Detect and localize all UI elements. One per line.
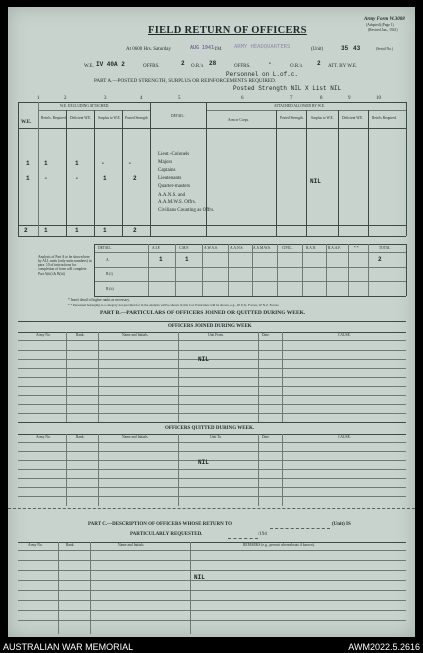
cell-value: 1 xyxy=(44,160,48,167)
analysis-value: 2 xyxy=(378,256,382,263)
quitted-head: Army No. xyxy=(36,435,51,439)
analysis-head: DETAIL. xyxy=(98,246,112,250)
rank-label: Lieut.-Colonels xyxy=(158,152,190,157)
col-head: Deficient W.E. xyxy=(70,116,92,120)
rank-label: A.A.M.W.S. Offrs. xyxy=(158,200,196,205)
joined-head: Date. xyxy=(262,333,270,337)
offrs2-label: OFFRS. xyxy=(234,64,251,69)
serial-number-2: 43 xyxy=(353,45,361,52)
analysis-head: A.W.A.S. xyxy=(204,246,218,250)
date-stamp: AUG 1941 xyxy=(190,45,215,51)
col-num: 4 xyxy=(140,96,143,101)
rank-label: A.A.N.S. and xyxy=(158,193,186,198)
analysis-head: TOTAL xyxy=(379,246,391,250)
col-num: 10 xyxy=(376,96,381,101)
analysis-head: C.M.F. xyxy=(179,246,189,250)
rank-label: Majors xyxy=(158,160,173,165)
joined-head: Rank. xyxy=(76,333,85,337)
offrs-label: OFFRS. xyxy=(143,64,160,69)
form-title: FIELD RETURN OF OFFICERS xyxy=(148,25,307,36)
joined-title: OFFICERS JOINED DURING WEEK xyxy=(168,324,252,329)
archive-id: AWM2022.5.2616 xyxy=(348,642,420,652)
cell-value: 1 xyxy=(26,175,30,182)
col-num: 6 xyxy=(241,96,244,101)
joined-nil: NIL xyxy=(198,356,209,363)
rank-label: Civilians Counting as Offrs. xyxy=(158,208,215,213)
part-c-head: REMARKS (e.g., present whereabouts if known). xyxy=(243,543,315,547)
analysis-row-label: B.(ii) xyxy=(106,287,114,291)
analysis-note: Analysis of Part A to be shown here by ALL units (only units numbers) in para. 10 of instructions for completion of form will complete Part A(iii) & B(iii) xyxy=(38,255,92,276)
analysis-head: * * xyxy=(354,246,359,250)
part-c-title: PART C.—DESCRIPTION OF OFFICERS WHOSE RETURN TO xyxy=(88,522,233,527)
col-num: 2 xyxy=(64,96,67,101)
cell-value: 1 xyxy=(26,160,30,167)
ors-value: 28 xyxy=(209,60,217,67)
analysis-value: 1 xyxy=(159,256,163,263)
col-num: 3 xyxy=(104,96,107,101)
part-b-title: PART B.—PARTICULARS OF OFFICERS JOINED OR QUITTED DURING WEEK. xyxy=(100,310,306,316)
offrs2-value: - xyxy=(268,60,272,67)
col-num: 5 xyxy=(178,96,181,101)
quitted-title: OFFICERS QUITTED DURING WEEK. xyxy=(165,426,255,431)
we-value: IV 40A 2 xyxy=(96,61,125,68)
joined-head: Unit From. xyxy=(208,333,224,337)
col-head: Surplus to W.E. xyxy=(98,116,121,120)
rank-label: Captains xyxy=(158,168,176,173)
quitted-nil: NIL xyxy=(198,459,209,466)
part-a-title: PART A.—POSTED STRENGTH, SURPLUS OR REINFORCEMENTS REQUIRED. xyxy=(94,78,276,84)
cell-value: 1 xyxy=(75,160,79,167)
part-c-title-year: /194 xyxy=(258,532,267,537)
total-value: 2 xyxy=(133,227,137,234)
cell-value: 2 xyxy=(133,175,137,182)
analysis-head: R.A.A.F. xyxy=(328,246,341,250)
ors2-value: 2 xyxy=(317,60,321,67)
col-head: Arm or Corps. xyxy=(228,118,249,122)
we-side-label: W.E. xyxy=(21,120,32,125)
analysis-head: A.A.M.W.S. xyxy=(253,246,271,250)
year-suffix: 194 xyxy=(214,47,222,52)
at-hours-label: At 0600 Hrs. Saturday xyxy=(126,47,171,52)
unit-label: (Unit) xyxy=(311,47,324,52)
col-head: Posted Strength xyxy=(125,116,148,120)
joined-head: Army No. xyxy=(36,333,51,337)
quitted-head: Name and Initials. xyxy=(122,435,149,439)
archive-name: AUSTRALIAN WAR MEMORIAL xyxy=(3,642,134,652)
col-head: Rein'ts Required. xyxy=(372,116,397,120)
serial-label: (Serial No.) xyxy=(376,47,393,51)
form-id: Army Form W.3008 xyxy=(364,17,405,22)
cell-value: 1 xyxy=(103,175,107,182)
part-c-head: Name and Initials. xyxy=(118,543,145,547)
offrs-value: 2 xyxy=(181,60,185,67)
part-c-title-unit: (Unit) IS xyxy=(332,522,351,527)
joined-head: CAUSE. xyxy=(338,333,351,337)
serial-number: 35 xyxy=(341,45,349,52)
posted-strength-typed: Posted Strength NIL X List NIL xyxy=(233,85,342,92)
cell-value: - xyxy=(101,160,105,167)
analysis-head: A.A.N.S. xyxy=(230,246,244,250)
joined-head: Name and Initials. xyxy=(122,333,149,337)
we-excl-header: W.E. EXCLUDING ATTACHED. xyxy=(60,104,110,108)
total-value: 1 xyxy=(75,227,79,234)
cell-value: - xyxy=(44,175,48,182)
analysis-head: R.A.N. xyxy=(306,246,317,250)
form-adopted: (Adopted) (Page 1) xyxy=(366,23,394,27)
rank-label: Quarter-masters xyxy=(158,184,191,189)
total-value: 1 xyxy=(44,227,48,234)
col-head: Surplus to W.E. xyxy=(311,116,334,120)
quitted-head: CAUSE. xyxy=(338,435,351,439)
form-revised: (Revised Jan., 1941) xyxy=(368,28,398,32)
cell-value: - xyxy=(75,175,79,182)
part-c-head: Rank. xyxy=(66,543,75,547)
analysis-row-label: A. xyxy=(106,258,110,262)
part-c-head: Army No. xyxy=(28,543,43,547)
part-c-title-req: PARTICULARLY REQUESTED. xyxy=(130,532,203,537)
analysis-footnote: * Insert detail of higher ranks as necessary. xyxy=(68,298,130,302)
ors-label: O.R.'s xyxy=(191,64,204,69)
col-num: 1 xyxy=(37,96,40,101)
total-value: 1 xyxy=(103,227,107,234)
part-a-nil: NIL xyxy=(310,178,321,185)
quitted-head: Rank. xyxy=(76,435,85,439)
att-typed-note: Personnel on L.of.c. xyxy=(226,71,299,78)
col-head: Posted Strength. xyxy=(280,116,304,120)
unit-stamp: ARMY HEADQUARTERS xyxy=(234,44,291,50)
archive-caption xyxy=(0,642,423,653)
cell-value: - xyxy=(128,160,132,167)
form-sheet xyxy=(8,7,415,637)
analysis-head: A.I.F. xyxy=(152,246,161,250)
part-c-nil: NIL xyxy=(194,574,205,581)
col-num: 9 xyxy=(348,96,351,101)
analysis-footnote: * * Personnel belonging to a category not provided for in the analysis will be shown in this Col. Particulars will be shown, e.g., 20 U.K. Forces; 10 N.Z. Forces. xyxy=(68,303,280,307)
col-num: 7 xyxy=(290,96,293,101)
quitted-head: Unit To. xyxy=(210,435,222,439)
ors2-label: O.R.'s xyxy=(290,64,303,69)
detail-head: DETAIL. xyxy=(171,114,185,118)
analysis-value: 1 xyxy=(185,256,189,263)
rank-label: Lieutenants xyxy=(158,176,182,181)
col-num: 8 xyxy=(320,96,323,101)
attached-header: ATTACHED ALLOWED BY W.E. xyxy=(274,104,325,108)
quitted-head: Date. xyxy=(262,435,270,439)
we-label: W.E. xyxy=(84,64,94,69)
total-value: 2 xyxy=(24,227,28,234)
col-head: Deficient W.E. xyxy=(342,116,364,120)
analysis-row-label: B.(i) xyxy=(106,272,113,276)
analysis-head: CIVIL. xyxy=(282,246,293,250)
att-label: ATT. BY W.E. xyxy=(328,64,358,69)
col-head: Rein'ts. Required. xyxy=(41,116,67,120)
